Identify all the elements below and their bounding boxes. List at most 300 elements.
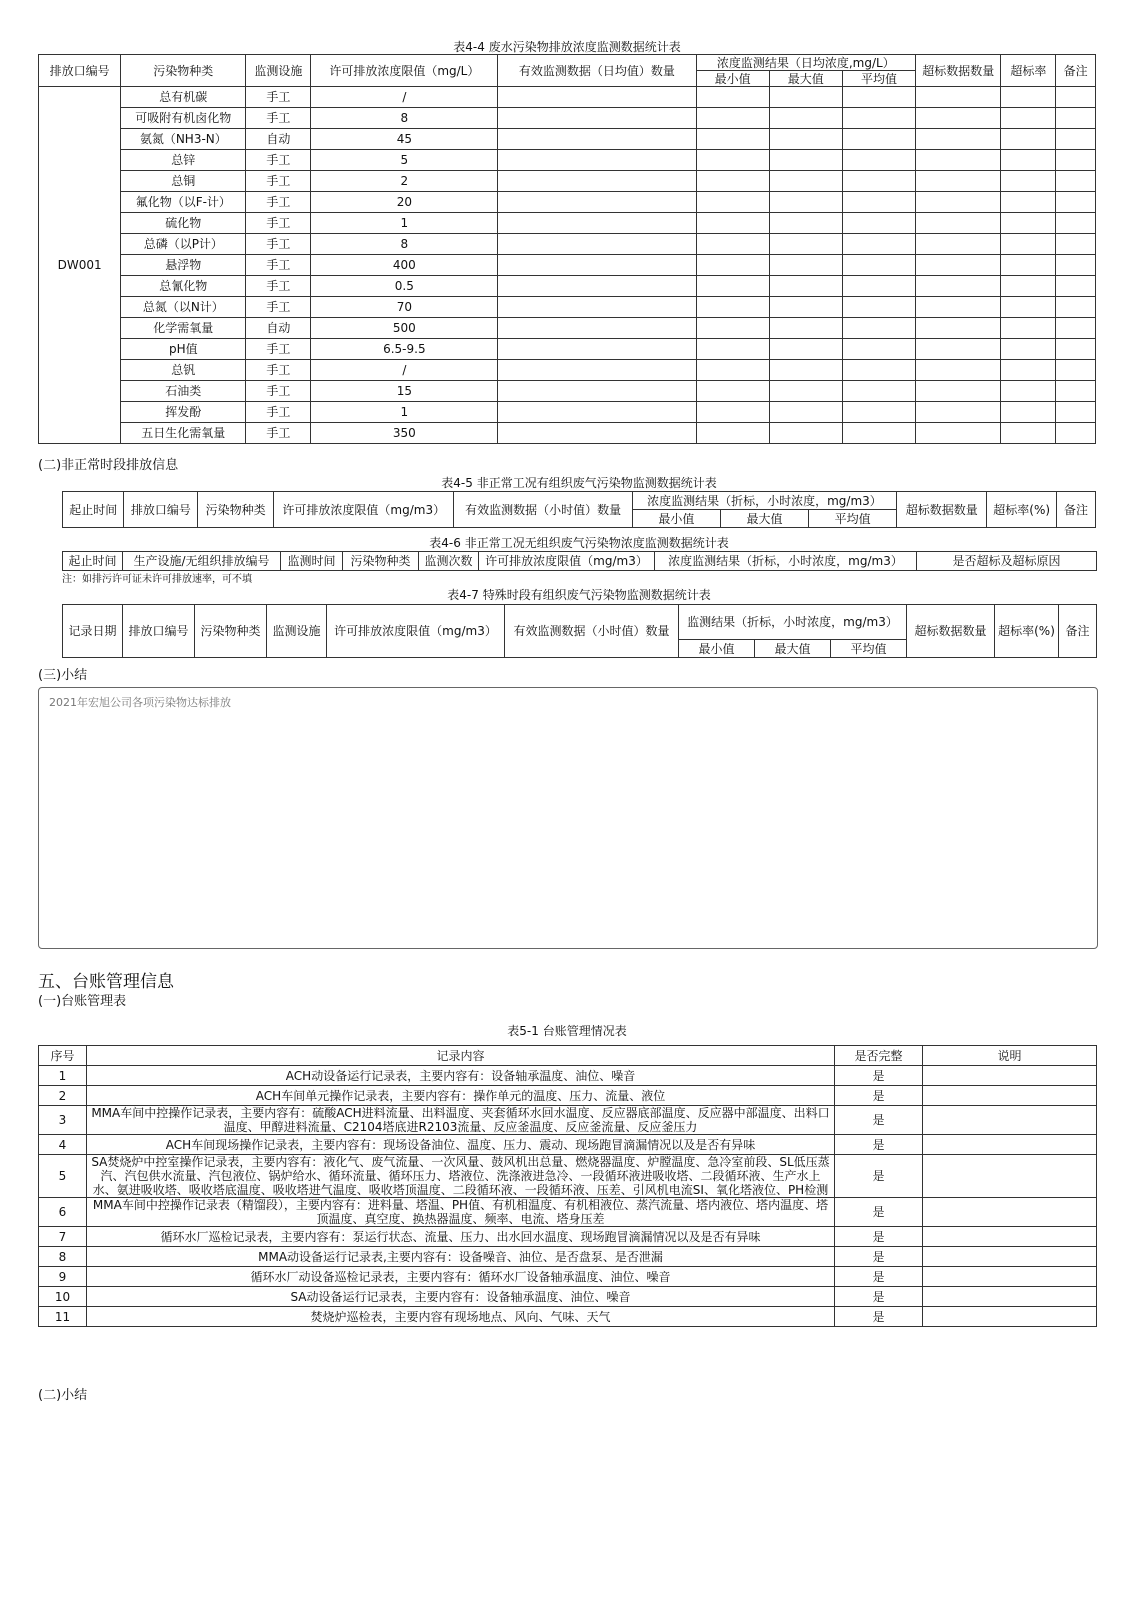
t47-header-max: 最大值 [755, 640, 831, 658]
table-row [39, 1198, 1097, 1227]
empty-cell [769, 87, 842, 108]
ledger-desc-cell [923, 1227, 1097, 1247]
t46-header-exceed: 是否超标及超标原因 [917, 552, 1097, 571]
empty-cell [1001, 108, 1056, 129]
ledger-no-cell: 2 [39, 1086, 87, 1106]
empty-cell [498, 402, 696, 423]
empty-cell [769, 360, 842, 381]
table-4-4-title: 表4-4 废水污染物排放浓度监测数据统计表 [453, 40, 681, 54]
ledger-desc-cell [923, 1247, 1097, 1267]
empty-cell [916, 381, 1001, 402]
empty-cell [769, 213, 842, 234]
pollutant-cell: 总磷（以P计） [121, 234, 246, 255]
table-row [39, 87, 1096, 108]
ledger-complete-cell: 是 [835, 1287, 923, 1307]
ledger-content-cell: MMA动设备运行记录表,主要内容有：设备噪音、油位、是否盘泵、是否泄漏 [87, 1247, 835, 1267]
table-row [39, 1066, 1097, 1086]
ledger-no-cell: 3 [39, 1106, 87, 1135]
ledger-complete-cell: 是 [835, 1066, 923, 1086]
facility-cell: 手工 [246, 339, 311, 360]
empty-cell [916, 108, 1001, 129]
empty-cell [1056, 192, 1096, 213]
empty-cell [1056, 213, 1096, 234]
empty-cell [498, 129, 696, 150]
ledger-no-cell: 4 [39, 1135, 87, 1155]
empty-cell [769, 318, 842, 339]
limit-cell: 2 [311, 171, 498, 192]
ledger-desc-cell [923, 1066, 1097, 1086]
empty-cell [769, 171, 842, 192]
ledger-no-cell: 8 [39, 1247, 87, 1267]
ledger-content-cell: MMA车间中控操作记录表（精馏段），主要内容有：进料量、塔温、PH值、有机相温度、有机相液位、蒸汽流量、塔内液位、塔内温度、塔顶温度、真空度、换热器温度、频率、电流、塔身压差 [87, 1198, 835, 1227]
t46-header-result: 浓度监测结果（折标，小时浓度，mg/m3） [655, 552, 917, 571]
facility-cell: 手工 [246, 423, 311, 444]
empty-cell [916, 276, 1001, 297]
table-row [39, 255, 1096, 276]
ledger-desc-cell [923, 1155, 1097, 1198]
t46-header-facility: 生产设施/无组织排放编号 [123, 552, 281, 571]
limit-cell: 400 [311, 255, 498, 276]
ledger-complete-cell: 是 [835, 1267, 923, 1287]
empty-cell [842, 213, 915, 234]
empty-cell [1056, 87, 1096, 108]
limit-cell: 5 [311, 150, 498, 171]
section-abnormal-title: (二)非正常时段排放信息 [38, 458, 179, 473]
empty-cell [1056, 171, 1096, 192]
ledger-table-body [39, 1066, 1097, 1327]
empty-cell [498, 150, 696, 171]
abnormal-organized-table [62, 491, 1096, 528]
table-row [39, 360, 1096, 381]
empty-cell [1001, 150, 1056, 171]
t45-header-min: 最小值 [632, 510, 720, 528]
facility-cell: 手工 [246, 192, 311, 213]
t51-header-complete: 是否完整 [835, 1046, 923, 1066]
empty-cell [696, 297, 769, 318]
header-avg: 平均值 [842, 71, 915, 87]
t46-header-monitor-time: 监测时间 [281, 552, 343, 571]
ledger-table [38, 1045, 1097, 1327]
t47-header-exceed-count: 超标数据数量 [907, 605, 995, 658]
table-row [39, 318, 1096, 339]
empty-cell [769, 402, 842, 423]
empty-cell [1001, 402, 1056, 423]
table-row [39, 192, 1096, 213]
ledger-content-cell: 循环水厂巡检记录表，主要内容有：泵运行状态、流量、压力、出水回水温度、现场跑冒滴漏情况以及是否有异味 [87, 1227, 835, 1247]
table-4-7-title: 表4-7 特殊时段有组织废气污染物监测数据统计表 [447, 588, 711, 602]
empty-cell [1056, 381, 1096, 402]
empty-cell [696, 381, 769, 402]
table-4-6-title: 表4-6 非正常工况无组织废气污染物浓度监测数据统计表 [429, 536, 729, 550]
empty-cell [498, 171, 696, 192]
empty-cell [842, 171, 915, 192]
table-row [39, 171, 1096, 192]
summary-textarea[interactable] [38, 687, 1098, 949]
header-exceed-rate: 超标率 [1001, 55, 1056, 87]
empty-cell [498, 213, 696, 234]
limit-cell: 6.5-9.5 [311, 339, 498, 360]
empty-cell [696, 276, 769, 297]
pollutant-cell: 总氰化物 [121, 276, 246, 297]
header-max: 最大值 [769, 71, 842, 87]
t45-header-valid-data: 有效监测数据（小时值）数量 [454, 492, 632, 528]
ledger-content-cell: MMA车间中控操作记录表，主要内容有：硫酸ACH进料流量、出料温度、夹套循环水回水温度、反应器底部温度、反应器中部温度、出料口温度、甲醇进料流量、C2104塔底进R2103流量、反应釜温度、反应釜流量、反应釜压力 [87, 1106, 835, 1135]
table-row [39, 1227, 1097, 1247]
t47-header-remark: 备注 [1059, 605, 1097, 658]
empty-cell [916, 255, 1001, 276]
table-row [39, 402, 1096, 423]
limit-cell: 20 [311, 192, 498, 213]
t47-header-pollutant: 污染物种类 [195, 605, 267, 658]
limit-cell: / [311, 360, 498, 381]
empty-cell [916, 234, 1001, 255]
empty-cell [498, 339, 696, 360]
section-ledger-table-title: (一)台账管理表 [38, 994, 127, 1009]
ledger-complete-cell: 是 [835, 1227, 923, 1247]
limit-cell: / [311, 87, 498, 108]
table-5-1-title: 表5-1 台账管理情况表 [507, 1024, 627, 1038]
empty-cell [916, 192, 1001, 213]
table-row [39, 1247, 1097, 1267]
facility-cell: 手工 [246, 150, 311, 171]
empty-cell [498, 423, 696, 444]
empty-cell [842, 360, 915, 381]
pollutant-cell: pH值 [121, 339, 246, 360]
empty-cell [769, 297, 842, 318]
empty-cell [498, 234, 696, 255]
t45-header-avg: 平均值 [809, 510, 897, 528]
ledger-no-cell: 5 [39, 1155, 87, 1198]
t47-header-date: 记录日期 [63, 605, 123, 658]
empty-cell [842, 129, 915, 150]
facility-cell: 手工 [246, 255, 311, 276]
table-row [39, 1106, 1097, 1135]
pollutant-cell: 可吸附有机卤化物 [121, 108, 246, 129]
limit-cell: 1 [311, 213, 498, 234]
empty-cell [498, 318, 696, 339]
empty-cell [498, 108, 696, 129]
empty-cell [1001, 360, 1056, 381]
empty-cell [498, 381, 696, 402]
t47-header-valid-data: 有效监测数据（小时值）数量 [505, 605, 679, 658]
empty-cell [696, 192, 769, 213]
empty-cell [498, 360, 696, 381]
table-row [39, 213, 1096, 234]
empty-cell [696, 87, 769, 108]
empty-cell [769, 423, 842, 444]
pollutant-cell: 氟化物（以F-计） [121, 192, 246, 213]
ledger-desc-cell [923, 1307, 1097, 1327]
header-outlet: 排放口编号 [39, 55, 121, 87]
facility-cell: 自动 [246, 129, 311, 150]
empty-cell [1001, 276, 1056, 297]
ledger-complete-cell: 是 [835, 1307, 923, 1327]
empty-cell [916, 150, 1001, 171]
t45-header-pollutant: 污染物种类 [198, 492, 274, 528]
empty-cell [696, 360, 769, 381]
header-result: 浓度监测结果（日均浓度,mg/L） [696, 55, 916, 71]
pollutant-cell: 总钒 [121, 360, 246, 381]
pollutant-cell: 总氮（以N计） [121, 297, 246, 318]
t45-header-exceed-rate: 超标率(%) [987, 492, 1057, 528]
empty-cell [498, 87, 696, 108]
empty-cell [1056, 360, 1096, 381]
empty-cell [1001, 255, 1056, 276]
empty-cell [842, 150, 915, 171]
table-row [39, 1287, 1097, 1307]
empty-cell [769, 276, 842, 297]
limit-cell: 1 [311, 402, 498, 423]
limit-cell: 8 [311, 234, 498, 255]
ledger-complete-cell: 是 [835, 1086, 923, 1106]
empty-cell [696, 318, 769, 339]
table-row [39, 276, 1096, 297]
empty-cell [1001, 87, 1056, 108]
ledger-complete-cell: 是 [835, 1247, 923, 1267]
t46-header-pollutant: 污染物种类 [343, 552, 419, 571]
empty-cell [498, 297, 696, 318]
empty-cell [842, 108, 915, 129]
pollutant-cell: 氨氮（NH3-N） [121, 129, 246, 150]
empty-cell [769, 108, 842, 129]
facility-cell: 手工 [246, 402, 311, 423]
pollutant-cell: 总有机碳 [121, 87, 246, 108]
facility-cell: 手工 [246, 276, 311, 297]
header-facility: 监测设施 [246, 55, 311, 87]
t47-header-facility: 监测设施 [267, 605, 327, 658]
empty-cell [696, 255, 769, 276]
empty-cell [1001, 318, 1056, 339]
t45-header-outlet: 排放口编号 [124, 492, 198, 528]
empty-cell [916, 129, 1001, 150]
empty-cell [916, 360, 1001, 381]
ledger-desc-cell [923, 1086, 1097, 1106]
facility-cell: 手工 [246, 171, 311, 192]
empty-cell [842, 192, 915, 213]
empty-cell [769, 129, 842, 150]
empty-cell [1056, 276, 1096, 297]
t45-header-time: 起止时间 [63, 492, 124, 528]
empty-cell [769, 381, 842, 402]
empty-cell [842, 318, 915, 339]
table-row [39, 297, 1096, 318]
ledger-desc-cell [923, 1287, 1097, 1307]
t51-header-desc: 说明 [923, 1046, 1097, 1066]
empty-cell [1056, 297, 1096, 318]
pollutant-cell: 化学需氧量 [121, 318, 246, 339]
empty-cell [842, 297, 915, 318]
empty-cell [1056, 108, 1096, 129]
t47-header-outlet: 排放口编号 [123, 605, 195, 658]
ledger-content-cell: SA动设备运行记录表，主要内容有：设备轴承温度、油位、噪音 [87, 1287, 835, 1307]
empty-cell [1001, 423, 1056, 444]
table-row [39, 108, 1096, 129]
table-row [39, 234, 1096, 255]
summary-text: 2021年宏旭公司各项污染物达标排放 [49, 696, 231, 709]
empty-cell [842, 234, 915, 255]
ledger-no-cell: 6 [39, 1198, 87, 1227]
t47-header-min: 最小值 [679, 640, 755, 658]
empty-cell [842, 402, 915, 423]
empty-cell [916, 171, 1001, 192]
t46-header-limit: 许可排放浓度限值（mg/m3） [479, 552, 655, 571]
t51-header-no: 序号 [39, 1046, 87, 1066]
ledger-complete-cell: 是 [835, 1106, 923, 1135]
empty-cell [842, 276, 915, 297]
empty-cell [1056, 255, 1096, 276]
empty-cell [842, 339, 915, 360]
facility-cell: 手工 [246, 108, 311, 129]
empty-cell [696, 108, 769, 129]
empty-cell [769, 339, 842, 360]
section-summary-title: (三)小结 [38, 668, 88, 683]
empty-cell [1056, 150, 1096, 171]
header-exceed-count: 超标数据数量 [916, 55, 1001, 87]
ledger-content-cell: 循环水厂动设备巡检记录表，主要内容有：循环水厂设备轴承温度、油位、噪音 [87, 1267, 835, 1287]
pollutant-cell: 五日生化需氧量 [121, 423, 246, 444]
t45-header-result: 浓度监测结果（折标，小时浓度，mg/m3） [632, 492, 896, 510]
ledger-content-cell: 焚烧炉巡检表，主要内容有现场地点、风向、气味、天气 [87, 1307, 835, 1327]
t47-header-avg: 平均值 [831, 640, 907, 658]
table-row [39, 1086, 1097, 1106]
empty-cell [1056, 339, 1096, 360]
empty-cell [916, 423, 1001, 444]
ledger-content-cell: ACH车间单元操作记录表，主要内容有：操作单元的温度、压力、流量、液位 [87, 1086, 835, 1106]
t47-header-exceed-rate: 超标率(%) [995, 605, 1059, 658]
table-row [39, 381, 1096, 402]
empty-cell [769, 150, 842, 171]
empty-cell [498, 192, 696, 213]
empty-cell [1056, 402, 1096, 423]
t47-header-limit: 许可排放浓度限值（mg/m3） [327, 605, 505, 658]
empty-cell [696, 234, 769, 255]
pollutant-cell: 总锌 [121, 150, 246, 171]
pollutant-cell: 硫化物 [121, 213, 246, 234]
limit-cell: 45 [311, 129, 498, 150]
empty-cell [1056, 234, 1096, 255]
limit-cell: 0.5 [311, 276, 498, 297]
empty-cell [696, 402, 769, 423]
empty-cell [842, 381, 915, 402]
table-row [39, 150, 1096, 171]
ledger-no-cell: 1 [39, 1066, 87, 1086]
header-pollutant: 污染物种类 [121, 55, 246, 87]
header-valid-data: 有效监测数据（日均值）数量 [498, 55, 696, 87]
table-4-6-note: 注：如排污许可证未许可排放速率，可不填 [62, 574, 252, 585]
limit-cell: 70 [311, 297, 498, 318]
ledger-complete-cell: 是 [835, 1155, 923, 1198]
ledger-no-cell: 7 [39, 1227, 87, 1247]
limit-cell: 8 [311, 108, 498, 129]
ledger-no-cell: 9 [39, 1267, 87, 1287]
empty-cell [696, 423, 769, 444]
special-period-table [62, 604, 1097, 658]
t45-header-max: 最大值 [720, 510, 808, 528]
table-row [39, 129, 1096, 150]
facility-cell: 手工 [246, 234, 311, 255]
limit-cell: 500 [311, 318, 498, 339]
limit-cell: 15 [311, 381, 498, 402]
empty-cell [916, 87, 1001, 108]
table-row [39, 423, 1096, 444]
header-remark: 备注 [1056, 55, 1096, 87]
table-row [39, 1135, 1097, 1155]
ledger-complete-cell: 是 [835, 1198, 923, 1227]
t45-header-exceed-count: 超标数据数量 [897, 492, 987, 528]
empty-cell [696, 213, 769, 234]
facility-cell: 手工 [246, 381, 311, 402]
empty-cell [498, 255, 696, 276]
pollutant-cell: 总铜 [121, 171, 246, 192]
facility-cell: 手工 [246, 297, 311, 318]
ledger-content-cell: SA焚烧炉中控室操作记录表，主要内容有：液化气、废气流量、一次风量、鼓风机出总量、燃烧器温度、炉膛温度、急冷室前段、SL低压蒸汽、汽包供水流量、汽包液位、锅炉给水、循环流量、循环压力、塔液位、洗涤液进急冷、一段循环液进吸收塔、二段循环液、生产水上水、氨进吸收塔、吸收塔底温度、吸收塔进气温度、吸收塔顶温度、二段循环液、一段循环液、压差、引风机电流SI、氧化塔液位、PH检测 [87, 1155, 835, 1198]
pollutant-cell: 石油类 [121, 381, 246, 402]
empty-cell [769, 234, 842, 255]
empty-cell [842, 87, 915, 108]
section-ledger-summary-title: (二)小结 [38, 1388, 88, 1403]
pollutant-cell: 悬浮物 [121, 255, 246, 276]
empty-cell [696, 339, 769, 360]
ledger-no-cell: 11 [39, 1307, 87, 1327]
empty-cell [1001, 171, 1056, 192]
empty-cell [498, 276, 696, 297]
empty-cell [769, 255, 842, 276]
empty-cell [1056, 129, 1096, 150]
table-4-5-title: 表4-5 非正常工况有组织废气污染物监测数据统计表 [441, 476, 717, 490]
empty-cell [1001, 297, 1056, 318]
ledger-content-cell: ACH车间现场操作记录表，主要内容有：现场设备油位、温度、压力、震动、现场跑冒滴漏情况以及是否有异味 [87, 1135, 835, 1155]
table-row [39, 339, 1096, 360]
t51-header-content: 记录内容 [87, 1046, 835, 1066]
empty-cell [916, 297, 1001, 318]
chapter-ledger-title: 五、台账管理信息 [38, 972, 174, 992]
table-row [39, 1267, 1097, 1287]
empty-cell [916, 213, 1001, 234]
t47-header-result: 监测结果（折标，小时浓度，mg/m3） [679, 605, 907, 640]
empty-cell [1056, 318, 1096, 339]
empty-cell [1001, 339, 1056, 360]
facility-cell: 手工 [246, 87, 311, 108]
ledger-desc-cell [923, 1106, 1097, 1135]
empty-cell [1001, 129, 1056, 150]
empty-cell [842, 255, 915, 276]
facility-cell: 手工 [246, 360, 311, 381]
t46-header-time: 起止时间 [63, 552, 123, 571]
table-row [39, 1155, 1097, 1198]
empty-cell [696, 150, 769, 171]
table-row [39, 1307, 1097, 1327]
pollutant-cell: 挥发酚 [121, 402, 246, 423]
header-min: 最小值 [696, 71, 769, 87]
ledger-complete-cell: 是 [835, 1135, 923, 1155]
header-limit: 许可排放浓度限值（mg/L） [311, 55, 498, 87]
empty-cell [1056, 423, 1096, 444]
facility-cell: 手工 [246, 213, 311, 234]
ledger-desc-cell [923, 1135, 1097, 1155]
wastewater-table-body [39, 87, 1096, 444]
facility-cell: 自动 [246, 318, 311, 339]
empty-cell [916, 402, 1001, 423]
t46-header-count: 监测次数 [419, 552, 479, 571]
t45-header-limit: 许可排放浓度限值（mg/m3） [274, 492, 454, 528]
limit-cell: 350 [311, 423, 498, 444]
wastewater-table [38, 54, 1096, 444]
ledger-desc-cell [923, 1267, 1097, 1287]
ledger-no-cell: 10 [39, 1287, 87, 1307]
empty-cell [1001, 381, 1056, 402]
t45-header-remark: 备注 [1057, 492, 1096, 528]
empty-cell [696, 171, 769, 192]
